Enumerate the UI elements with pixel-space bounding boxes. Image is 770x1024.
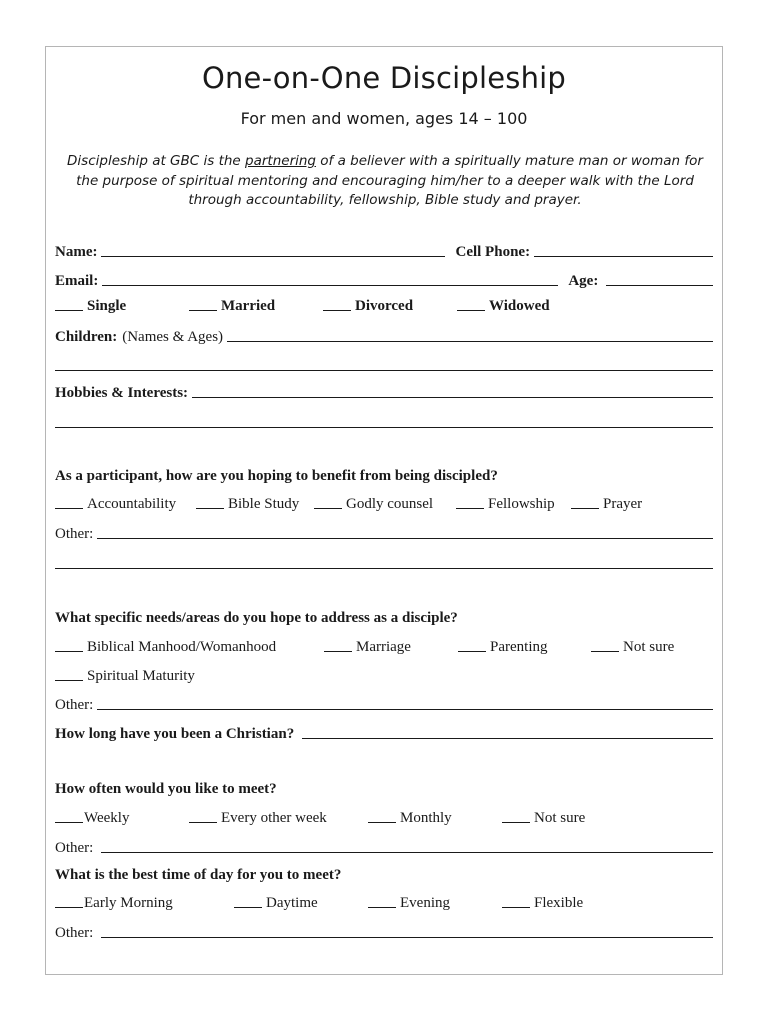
children-row: [55, 328, 713, 346]
spiritual-maturity-blank[interactable]: [55, 670, 83, 681]
fellowship-blank[interactable]: [456, 498, 484, 509]
option-divorced[interactable]: [323, 298, 413, 315]
option-early-morning[interactable]: [55, 895, 173, 912]
children-hint: (Names & Ages): [122, 329, 224, 345]
option-label: Parenting: [490, 639, 548, 655]
widowed-blank[interactable]: [457, 300, 485, 311]
benefit-other-row: [55, 525, 713, 543]
christian-row: [55, 725, 713, 743]
option-needs-not-sure[interactable]: [591, 639, 674, 656]
option-prayer[interactable]: [571, 496, 642, 513]
intro-underlined-word: partnering: [245, 153, 316, 169]
intro-text-start: Discipleship at GBC is the: [67, 153, 246, 169]
monthly-blank[interactable]: [368, 812, 396, 823]
age-label: Age:: [568, 273, 599, 289]
form-subtitle: For men and women, ages 14 – 100: [240, 109, 528, 128]
option-parenting[interactable]: [458, 639, 548, 656]
children-field[interactable]: [227, 329, 713, 342]
meet-question: How often would you like to meet?: [55, 781, 277, 797]
time-other-row: [55, 924, 713, 942]
prayer-blank[interactable]: [571, 498, 599, 509]
option-label: Single: [87, 298, 127, 314]
needs-other-field[interactable]: [97, 697, 713, 710]
meet-other-label: Other:: [55, 840, 94, 856]
option-fellowship[interactable]: [456, 496, 555, 513]
option-widowed[interactable]: [457, 298, 550, 315]
option-label: Not sure: [623, 639, 675, 655]
marriage-blank[interactable]: [324, 641, 352, 652]
option-biblical-manhood[interactable]: [55, 639, 276, 656]
benefit-extra-line[interactable]: [55, 568, 713, 569]
option-label: Fellowship: [488, 496, 555, 512]
option-label: Flexible: [534, 895, 584, 911]
time-other-label: Other:: [55, 925, 94, 941]
option-label: Spiritual Maturity: [87, 668, 195, 684]
daytime-blank[interactable]: [234, 897, 262, 908]
form-title: One-on-One Discipleship: [201, 61, 567, 95]
name-phone-row: [55, 243, 713, 261]
option-label: Godly counsel: [346, 496, 434, 512]
accountability-blank[interactable]: [55, 498, 83, 509]
time-question: What is the best time of day for you to meet?: [55, 867, 342, 883]
option-daytime[interactable]: [234, 895, 318, 912]
every-other-week-blank[interactable]: [189, 812, 217, 823]
option-label: Evening: [400, 895, 450, 911]
needs-not-sure-blank[interactable]: [591, 641, 619, 652]
benefit-question: As a participant, how are you hoping to benefit from being discipled?: [55, 468, 498, 484]
option-label: Widowed: [489, 298, 550, 314]
hobbies-row: [55, 384, 713, 402]
option-label: Married: [221, 298, 276, 314]
age-field[interactable]: [606, 273, 713, 286]
divorced-blank[interactable]: [323, 300, 351, 311]
option-label: Accountability: [87, 496, 177, 512]
cell-phone-field[interactable]: [534, 244, 713, 257]
option-married[interactable]: [189, 298, 275, 315]
form-page: [45, 46, 723, 975]
flexible-blank[interactable]: [502, 897, 530, 908]
hobbies-field[interactable]: [192, 385, 713, 398]
option-bible-study[interactable]: [196, 496, 299, 513]
option-godly-counsel[interactable]: [314, 496, 433, 513]
cell-phone-label: Cell Phone:: [455, 244, 531, 260]
name-field[interactable]: [101, 244, 445, 257]
email-field[interactable]: [102, 273, 558, 286]
needs-other-label: Other:: [55, 697, 94, 713]
option-evening[interactable]: [368, 895, 450, 912]
benefit-other-label: Other:: [55, 526, 94, 542]
option-label: Biblical Manhood/Womanhood: [87, 639, 277, 655]
option-label: Prayer: [603, 496, 643, 512]
name-label: Name:: [55, 244, 98, 260]
option-meet-not-sure[interactable]: [502, 810, 585, 827]
godly-counsel-blank[interactable]: [314, 498, 342, 509]
option-accountability[interactable]: [55, 496, 176, 513]
intro-text-end: of a believer with a spiritually mature man or woman for the purpose of spiritual mentoring and encouraging him/her to a deeper walk with the Lord through accountability, fellowship, Bible study and prayer.: [76, 153, 703, 208]
option-label: Daytime: [266, 895, 318, 911]
meet-other-field[interactable]: [101, 840, 713, 853]
intro-paragraph: [56, 152, 714, 211]
option-flexible[interactable]: [502, 895, 583, 912]
option-label: Early Morning: [84, 895, 173, 911]
email-label: Email:: [55, 273, 99, 289]
option-label: Marriage: [356, 639, 411, 655]
option-monthly[interactable]: [368, 810, 452, 827]
option-every-other-week[interactable]: [189, 810, 327, 827]
needs-other-row: [55, 696, 713, 714]
early-morning-blank[interactable]: [55, 897, 83, 908]
option-label: Monthly: [400, 810, 452, 826]
email-age-row: [55, 272, 713, 290]
bible-study-blank[interactable]: [196, 498, 224, 509]
option-weekly[interactable]: [55, 810, 129, 827]
christian-field[interactable]: [302, 726, 713, 739]
meet-other-row: [55, 839, 713, 857]
option-label: Bible Study: [228, 496, 300, 512]
meet-not-sure-blank[interactable]: [502, 812, 530, 823]
option-marriage[interactable]: [324, 639, 411, 656]
hobbies-label: Hobbies & Interests:: [55, 385, 189, 401]
option-spiritual-maturity[interactable]: [55, 668, 195, 685]
option-label: Not sure: [534, 810, 586, 826]
option-label: Weekly: [84, 810, 130, 826]
children-extra-line[interactable]: [55, 370, 713, 371]
children-label: Children:: [55, 329, 118, 345]
benefit-other-field[interactable]: [97, 526, 713, 539]
option-label: Every other week: [221, 810, 327, 826]
single-blank[interactable]: [55, 300, 83, 311]
option-label: Divorced: [355, 298, 414, 314]
hobbies-extra-line[interactable]: [55, 427, 713, 428]
married-blank[interactable]: [189, 300, 217, 311]
time-other-field[interactable]: [101, 925, 713, 938]
parenting-blank[interactable]: [458, 641, 486, 652]
option-single[interactable]: [55, 298, 126, 315]
christian-question: How long have you been a Christian?: [55, 726, 295, 742]
weekly-blank[interactable]: [55, 812, 83, 823]
needs-question: What specific needs/areas do you hope to address as a disciple?: [55, 610, 458, 626]
evening-blank[interactable]: [368, 897, 396, 908]
biblical-manhood-blank[interactable]: [55, 641, 83, 652]
